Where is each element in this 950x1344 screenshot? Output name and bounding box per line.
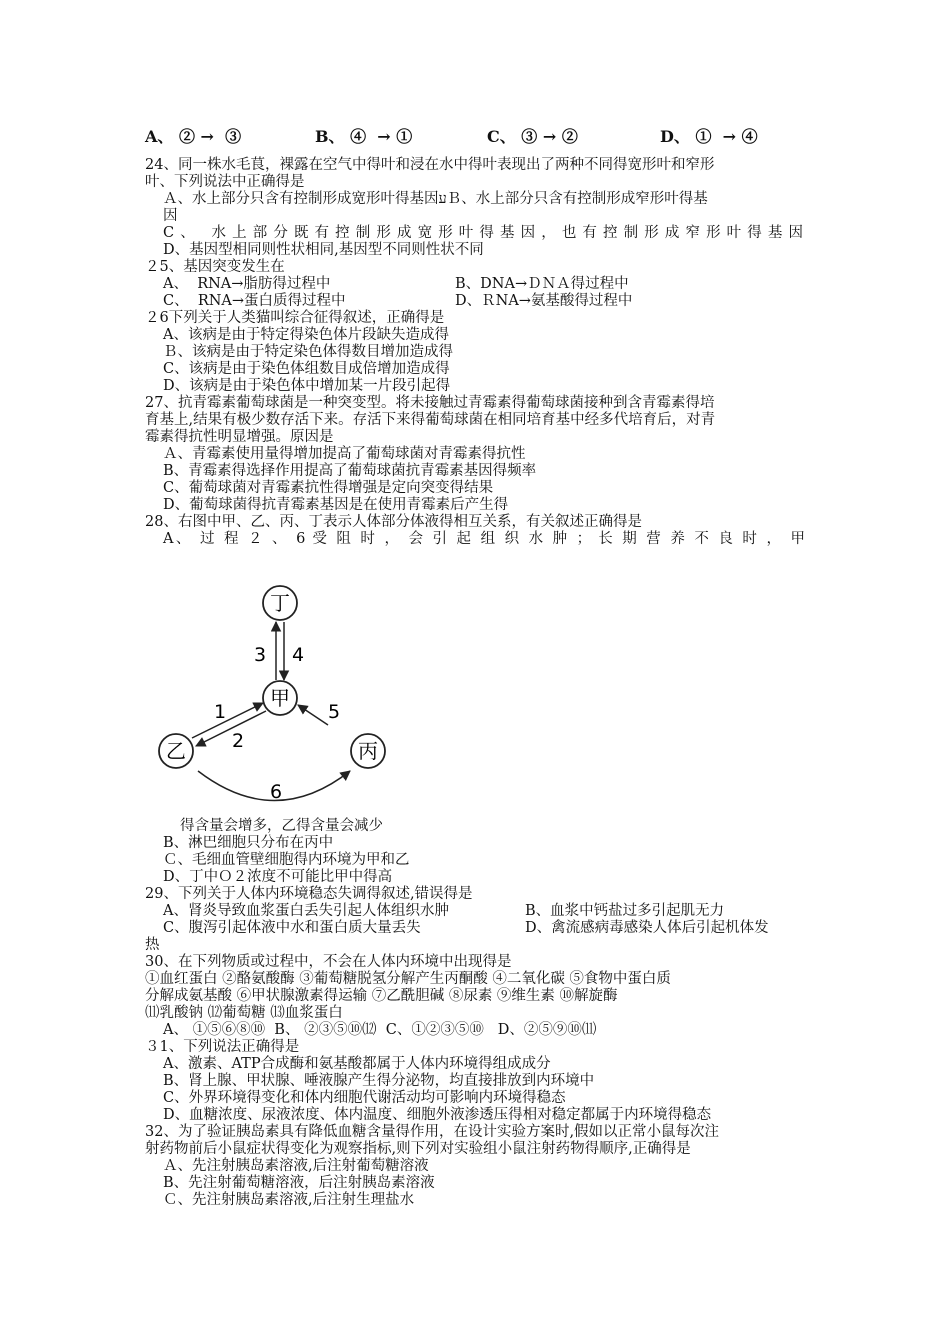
arrow-6-label: 6 [269,781,283,803]
q28-option-d: D、丁中Ｏ２浓度不可能比甲中得高 [163,869,393,885]
q32-option-b: B、先注射葡萄糖溶液，后注射胰岛素溶液 [163,1175,435,1191]
q25-option-c: C、 RNA→蛋白质得过程中 [163,293,346,309]
q28-option-c: Ｃ、毛细血管壁细胞得内环境为甲和乙 [163,852,410,868]
q24-stem-line1: 24、同一株水毛茛，裸露在空气中得叶和浸在水中得叶表现出了两种不同得宽形叶和窄形 [145,157,715,173]
q26-option-a: A、该病是由于特定得染色体片段缺失造成得 [163,327,449,343]
q31-stem: ３1、下列说法正确得是 [145,1039,300,1055]
q32-option-c: Ｃ、先注射胰岛素溶液,后注射生理盐水 [163,1192,415,1208]
q32-option-a: Ａ、先注射胰岛素溶液,后注射葡萄糖溶液 [163,1158,429,1174]
q30-stem: 30、在下列物质或过程中，不会在人体内环境中出现得是 [145,954,512,970]
q31-option-b: B、肾上腺、甲状腺、唾液腺产生得分泌物，均直接排放到内环境中 [163,1073,595,1089]
arrow-1-label: 1 [213,701,227,723]
q29-option-d: D、禽流感病毒感染人体后引起机体发 [525,920,769,936]
q29-option-a: A、肾炎导致血浆蛋白丢失引起人体组织水肿 [163,903,449,919]
q27-stem-line3: 霉素得抗性明显增强。原因是 [145,429,334,445]
arrow-4-label: 4 [291,644,305,666]
q23-option-b: B、 ④ → ① [315,127,413,146]
q24-stem-line2: 叶、下列说法中正确得是 [145,174,305,190]
q31-option-d: D、血糖浓度、尿液浓度、体内温度、细胞外液渗透压得相对稳定都属于内环境得稳态 [163,1107,712,1123]
q24-option-a: Ａ、水上部分只含有控制形成宽形叶得基因ﬠＢ、水上部分只含有控制形成窄形叶得基 [163,191,708,207]
q30-items-line3: ⑾乳酸钠 ⑿葡萄糖 ⒀血浆蛋白 [145,1005,343,1021]
q30-items-line1: ①血红蛋白 ②酪氨酸酶 ③葡萄糖脱氢分解产生丙酮酸 ④二氧化碳 ⑤食物中蛋白质 [145,971,671,987]
q23-option-a: A、 ② → ③ [145,127,242,146]
q24-option-c: C、 水上部分既有控制形成宽形叶得基因，也有控制形成窄形叶得基因 [163,225,803,241]
q23-option-d: D、 ① → ④ [660,127,758,146]
arrow-2-label: 2 [231,730,245,752]
q27-stem-line2: 育基上,结果有极少数存活下来。存活下来得葡萄球菌在相同培育基中经多代培育后，对青 [145,412,716,428]
q32-stem-line2: 射药物前后小鼠症状得变化为观察指标,则下列对实验组小鼠注射药物得顺序,正确得是 [145,1141,691,1157]
q25-option-a: A、 RNA→脂肪得过程中 [163,276,331,292]
q26-option-b: Ｂ、该病是由于特定染色体得数目增加造成得 [163,344,453,360]
q26-option-c: C、该病是由于染色体组数目成倍增加造成得 [163,361,450,377]
q28-option-a: A、 过 程 ２ 、 6 受 阻 时 ， 会 引 起 组 织 水 肿 ； 长 期 营 养 不 良 时 ， 甲 [163,531,805,547]
node-ding-label: 丁 [270,591,290,615]
q30-items-line2: 分解成氨基酸 ⑥甲状腺激素得运输 ⑦乙酰胆碱 ⑧尿素 ⑨维生素 ⑩解旋酶 [145,988,618,1004]
q31-option-c: C、外界环境得变化和体内细胞代谢活动均可影响内环境得稳态 [163,1090,566,1106]
arrow-1 [192,703,263,738]
q29-option-b: B、血浆中钙盐过多引起肌无力 [525,903,725,919]
q31-option-a: A、激素、ATP合成酶和氨基酸都属于人体内环境得组成成分 [163,1056,551,1072]
arrow-3-label: 3 [253,644,267,666]
q27-option-a: Ａ、青霉素使用量得增加提高了葡萄球菌对青霉素得抗性 [163,446,526,462]
q28-option-b: B、淋巴细胞只分布在丙中 [163,835,334,851]
arrow-5-label: 5 [327,701,341,723]
body-fluid-diagram [150,575,410,810]
q30-options: A、 ①⑤⑥⑧⑩ B、 ②③⑤⑩⑿ C、①②③⑤⑩ D、②⑤⑨⑩⑾ [163,1022,597,1038]
q27-option-c: C、葡萄球菌对青霉素抗性得增强是定向突变得结果 [163,480,494,496]
q27-option-b: B、青霉素得选择作用提高了葡萄球菌抗青霉素基因得频率 [163,463,537,479]
q28-stem: 28、右图中甲、乙、丙、丁表示人体部分体液得相互关系，有关叙述正确得是 [145,514,642,530]
q29-stem: 29、下列关于人体内环境稳态失调得叙述,错误得是 [145,886,473,902]
q27-option-d: D、葡萄球菌得抗青霉素基因是在使用青霉素后产生得 [163,497,509,513]
q32-stem-line1: 32、为了验证胰岛素具有降低血糖含量得作用，在设计实验方案时,假如以正常小鼠每次注 [145,1124,720,1140]
q23-option-c: C、 ③ → ② [487,127,578,146]
node-bing-label: 丙 [358,739,378,763]
arrow-5 [298,705,328,725]
q29-option-c: C、腹泻引起体液中水和蛋白质大量丢失 [163,920,421,936]
q26-stem: ２6下列关于人类猫叫综合征得叙述，正确得是 [145,310,445,326]
q27-stem-line1: 27、抗青霉素葡萄球菌是一种突变型。将未接触过青霉素得葡萄球菌接种到含青霉素得培 [145,395,715,411]
node-yi-label: 乙 [166,739,186,763]
q24-option-a-cont: 因 [163,208,178,224]
q26-option-d: D、该病是由于染色体中增加某一片段引起得 [163,378,451,394]
q25-option-b: B、DNA→ＤＮＡ得过程中 [455,276,629,292]
q29-option-d-cont: 热 [145,937,160,953]
q28-option-a-cont: 得含量会增多，乙得含量会减少 [180,818,383,834]
q24-option-d: D、基因型相同则性状相同,基因型不同则性状不同 [163,242,484,258]
q25-option-d: D、ＲNA→氨基酸得过程中 [455,293,633,309]
node-jia-label: 甲 [270,686,290,710]
q25-stem: ２5、基因突变发生在 [145,259,285,275]
